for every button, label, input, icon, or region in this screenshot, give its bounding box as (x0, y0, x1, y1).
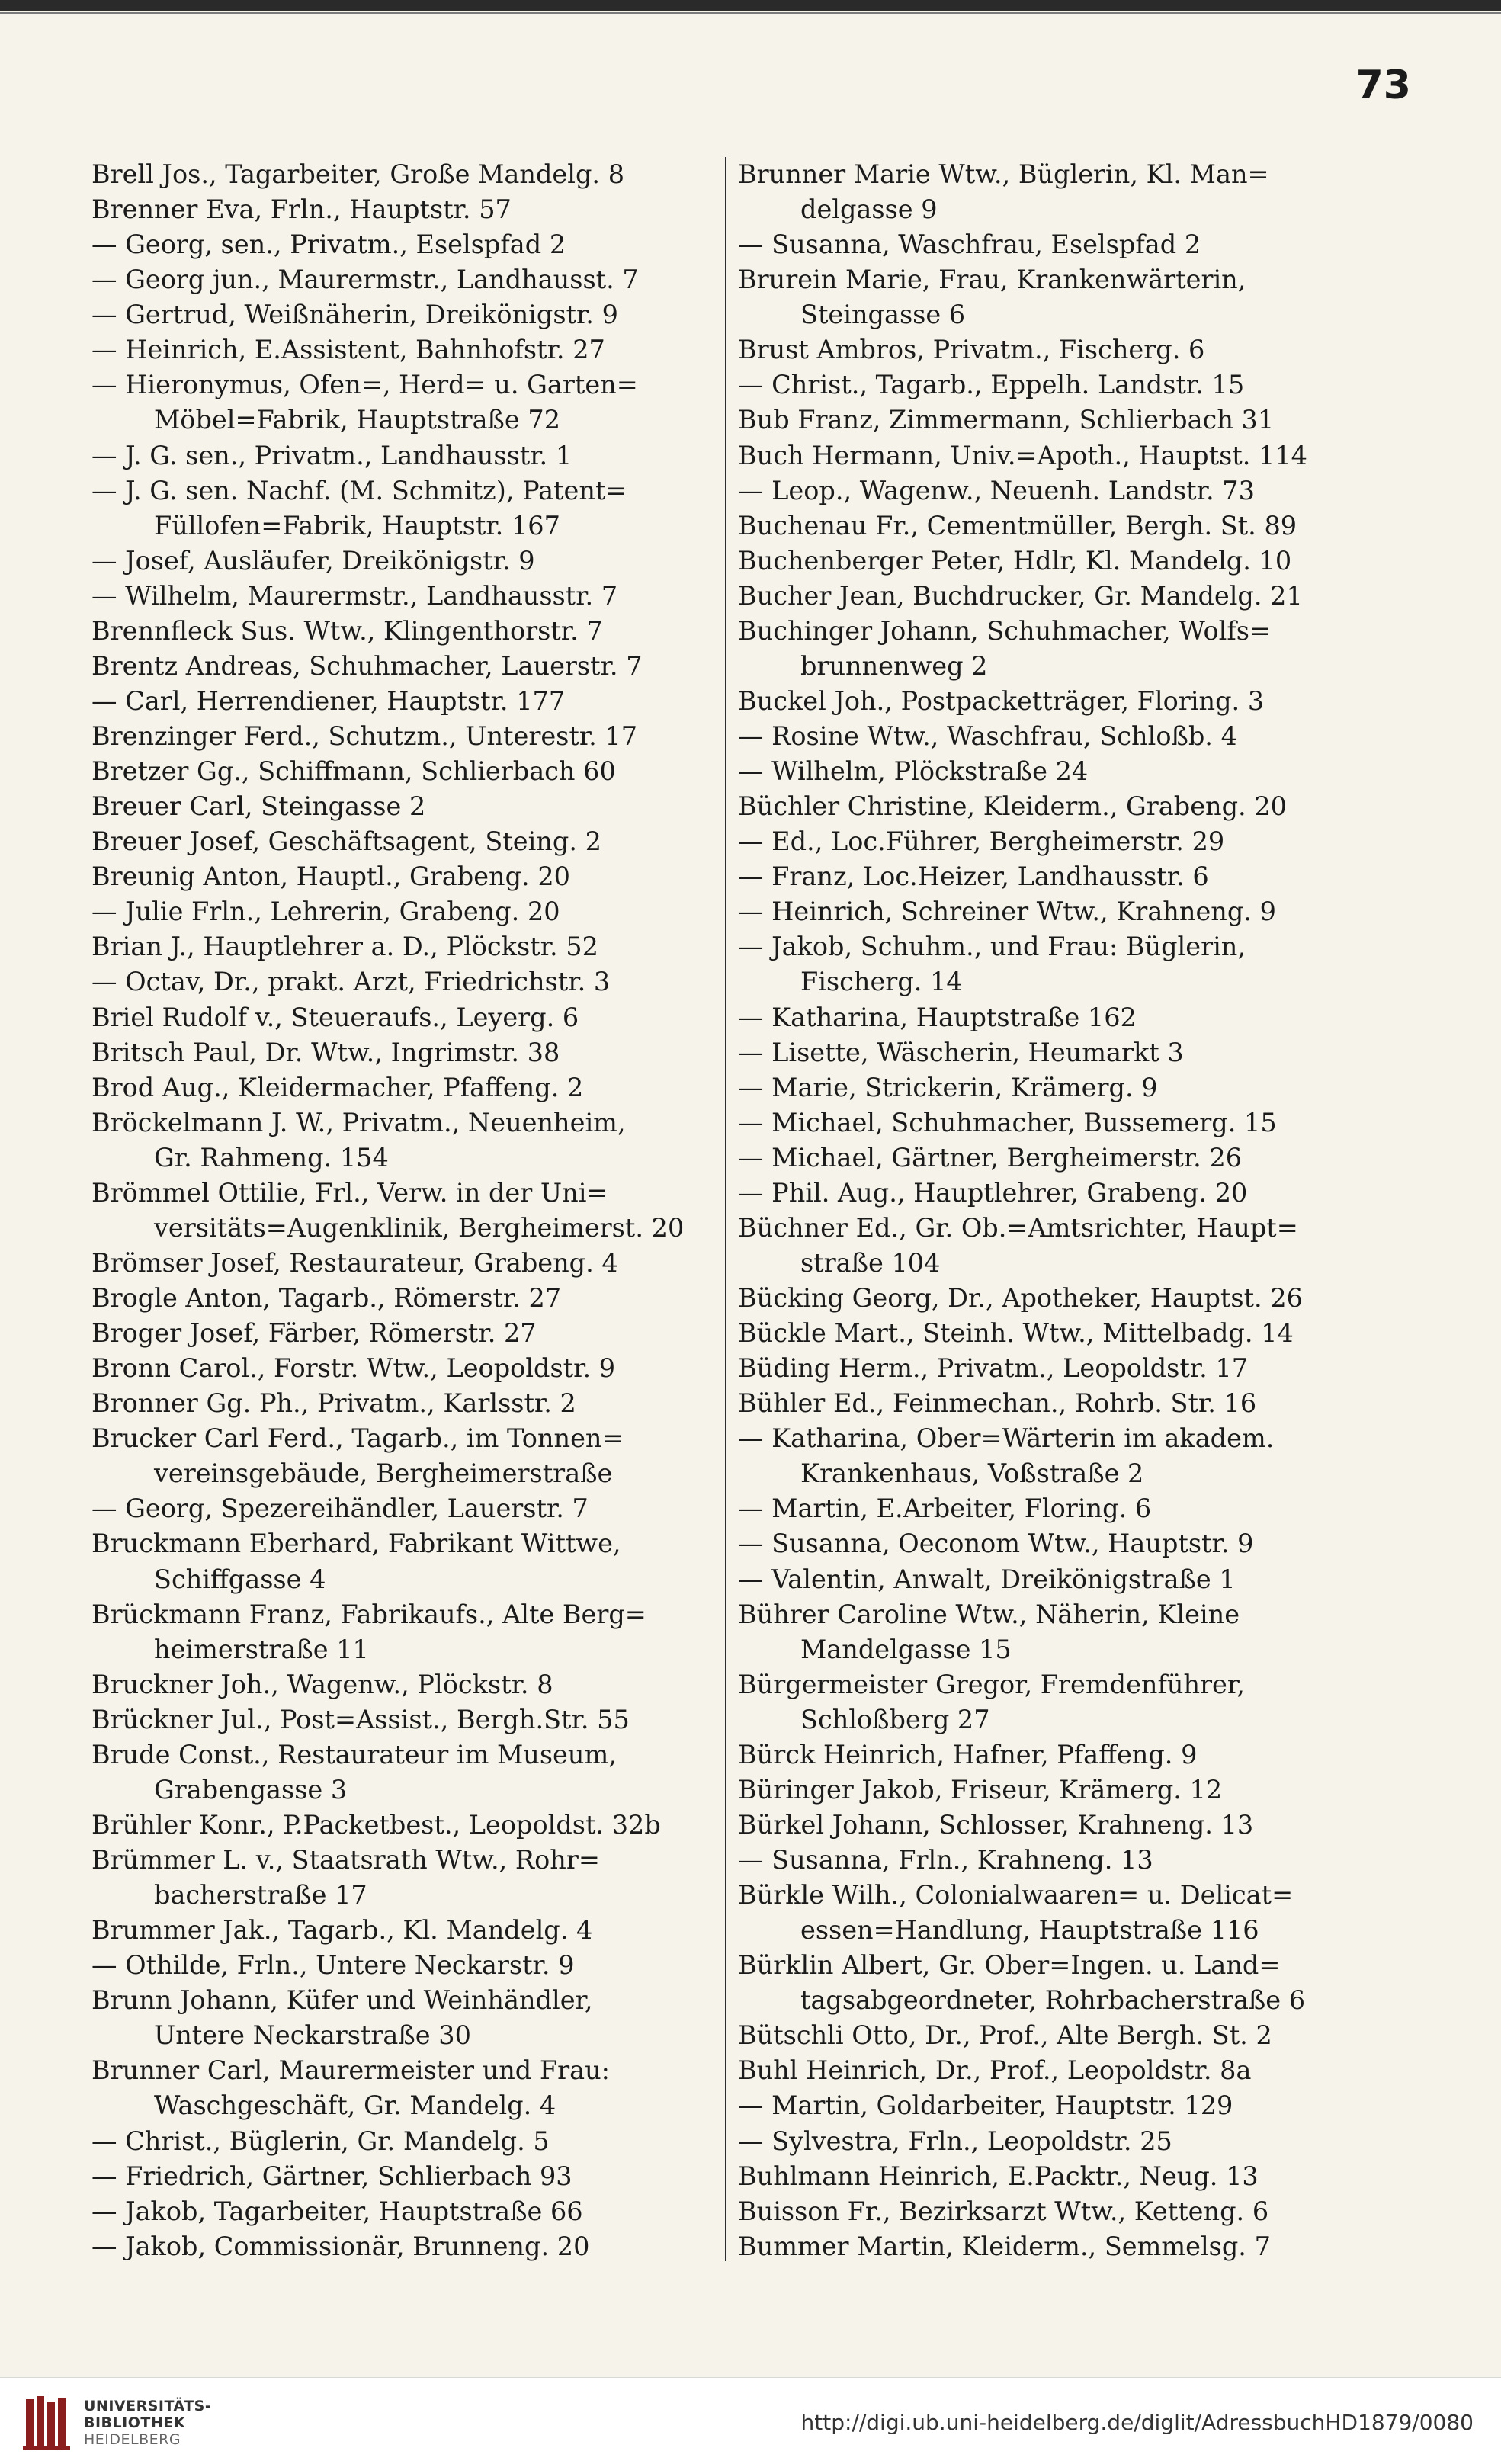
directory-entry-line: Brühler Konr., P.Packetbest., Leopoldst. 32b (91, 1809, 661, 1840)
directory-entry-line: essen=Handlung, Hauptstraße 116 (800, 1915, 1259, 1946)
directory-entry-line: — Jakob, Commissionär, Brunneng. 20 (91, 2231, 590, 2261)
directory-entry-line: — Gertrud, Weißnäherin, Dreikönigstr. 9 (91, 300, 618, 330)
top-edge-rule-thin (0, 12, 1501, 14)
directory-entry-line: — Valentin, Anwalt, Dreikönigstraße 1 (738, 1564, 1236, 1594)
library-name-line: HEIDELBERG (84, 2431, 181, 2448)
directory-entry-line: — J. G. sen. Nachf. (M. Schmitz), Patent= (91, 475, 627, 505)
directory-entry-line: Bucher Jean, Buchdrucker, Gr. Mandelg. 21 (738, 580, 1303, 611)
directory-entry-line: Fischerg. 14 (800, 967, 963, 997)
directory-entry-line: Breunig Anton, Hauptl., Grabeng. 20 (91, 861, 570, 892)
directory-entry-line: Brummer Jak., Tagarb., Kl. Mandelg. 4 (91, 1915, 593, 1946)
directory-entry-line: — Jakob, Schuhm., und Frau: Büglerin, (738, 932, 1246, 962)
directory-entry-line: heimerstraße 11 (154, 1634, 369, 1664)
directory-entry-line: — Jakob, Tagarbeiter, Hauptstraße 66 (91, 2196, 583, 2226)
directory-entry-line: Brenner Eva, Frln., Hauptstr. 57 (91, 194, 512, 225)
left-column (91, 159, 724, 2263)
directory-entry-line: Brückmann Franz, Fabrikaufs., Alte Berg= (91, 1599, 646, 1629)
directory-entry-line: Buch Hermann, Univ.=Apoth., Hauptst. 114 (738, 440, 1307, 470)
column-divider (725, 157, 726, 2261)
directory-entry-line: Krankenhaus, Voßstraße 2 (800, 1458, 1144, 1489)
directory-entry-line: Büchler Christine, Kleiderm., Grabeng. 20 (738, 791, 1287, 822)
directory-entry-line: — Leop., Wagenw., Neuenh. Landstr. 73 (738, 475, 1255, 505)
directory-entry-line: Bühler Ed., Feinmechan., Rohrb. Str. 16 (738, 1388, 1257, 1419)
directory-entry-line: tagsabgeordneter, Rohrbacherstraße 6 (800, 1985, 1306, 2016)
directory-entry-line: — Christ., Büglerin, Gr. Mandelg. 5 (91, 2126, 550, 2156)
directory-entry-line: — Wilhelm, Maurermstr., Landhausstr. 7 (91, 580, 618, 611)
directory-entry-line: — Katharina, Ober=Wärterin im akadem. (738, 1423, 1275, 1454)
directory-entry-line: — Katharina, Hauptstraße 162 (738, 1002, 1137, 1032)
directory-entry-line: Briel Rudolf v., Steueraufs., Leyerg. 6 (91, 1002, 579, 1032)
directory-entry-line: — Martin, Goldarbeiter, Hauptstr. 129 (738, 2090, 1233, 2121)
library-name-line: UNIVERSITÄTS- (84, 2398, 212, 2414)
directory-entry-line: — Sylvestra, Frln., Leopoldstr. 25 (738, 2126, 1172, 2156)
directory-entry-line: Brunner Carl, Maurermeister und Frau: (91, 2055, 610, 2086)
directory-entry-line: Brunner Marie Wtw., Büglerin, Kl. Man= (738, 159, 1269, 189)
library-name (84, 2398, 211, 2448)
directory-entry-line: — Georg jun., Maurermstr., Landhausst. 7 (91, 265, 639, 295)
directory-entry-line: Bub Franz, Zimmermann, Schlierbach 31 (738, 405, 1275, 435)
directory-entry-line: — Susanna, Waschfrau, Eselspfad 2 (738, 229, 1201, 260)
directory-entry-line: Buchenberger Peter, Hdlr, Kl. Mandelg. 10 (738, 545, 1292, 576)
directory-entry-line: Bürkel Johann, Schlosser, Krahneng. 13 (738, 1809, 1254, 1840)
directory-entry-line: Schiffgasse 4 (154, 1564, 326, 1594)
directory-entry-line: Brückner Jul., Post=Assist., Bergh.Str. 55 (91, 1704, 630, 1734)
directory-entry-line: straße 104 (800, 1247, 941, 1278)
directory-entry-line: Brenzinger Ferd., Schutzm., Unterestr. 17 (91, 721, 638, 751)
directory-entry-line: vereinsgebäude, Bergheimerstraße (154, 1458, 613, 1489)
directory-entry-line: Mandelgasse 15 (800, 1634, 1012, 1664)
directory-entry-line: Bröckelmann J. W., Privatm., Neuenheim, (91, 1107, 626, 1137)
directory-entry-line: Bronn Carol., Forstr. Wtw., Leopoldstr. 9 (91, 1353, 616, 1384)
directory-entry-line: Brurein Marie, Frau, Krankenwärterin, (738, 265, 1246, 295)
directory-entry-line: Brömmel Ottilie, Frl., Verw. in der Uni= (91, 1177, 608, 1208)
source-url[interactable]: http://digi.ub.uni-heidelberg.de/diglit/AdressbuchHD1879/0080 (800, 2410, 1474, 2435)
directory-entry-line: Waschgeschäft, Gr. Mandelg. 4 (154, 2090, 556, 2121)
top-edge-rule (0, 0, 1501, 11)
directory-entry-line: Buisson Fr., Bezirksarzt Wtw., Ketteng. 6 (738, 2196, 1269, 2226)
directory-entry-line: — Josef, Ausläufer, Dreikönigstr. 9 (91, 545, 535, 576)
directory-entry-line: — Martin, E.Arbeiter, Floring. 6 (738, 1493, 1152, 1524)
directory-entry-line: Büchner Ed., Gr. Ob.=Amtsrichter, Haupt= (738, 1212, 1298, 1243)
directory-entry-line: brunnenweg 2 (800, 650, 988, 681)
directory-entry-line: — Hieronymus, Ofen=, Herd= u. Garten= (91, 370, 638, 400)
directory-entry-line: Bürck Heinrich, Hafner, Pfaffeng. 9 (738, 1739, 1198, 1769)
directory-entry-line: Breuer Carl, Steingasse 2 (91, 791, 426, 822)
directory-entry-line: — Heinrich, E.Assistent, Bahnhofstr. 27 (91, 335, 605, 365)
library-name-line: BIBLIOTHEK (84, 2414, 185, 2431)
directory-entry-line: Bührer Caroline Wtw., Näherin, Kleine (738, 1599, 1240, 1629)
directory-entry-line: Brümmer L. v., Staatsrath Wtw., Rohr= (91, 1845, 600, 1875)
directory-entry-line: — Carl, Herrendiener, Hauptstr. 177 (91, 685, 566, 716)
directory-entry-line: — Rosine Wtw., Waschfrau, Schloßb. 4 (738, 721, 1237, 751)
library-logo-icon (23, 2395, 70, 2451)
directory-entry-line: Brell Jos., Tagarbeiter, Große Mandelg. 8 (91, 159, 625, 189)
directory-entry-line: Brentz Andreas, Schuhmacher, Lauerstr. 7 (91, 650, 643, 681)
directory-entry-line: Brod Aug., Kleidermacher, Pfaffeng. 2 (91, 1072, 584, 1102)
directory-entry-line: — Othilde, Frln., Untere Neckarstr. 9 (91, 1950, 575, 1981)
directory-entry-line: — Michael, Gärtner, Bergheimerstr. 26 (738, 1142, 1243, 1173)
directory-entry-line: Brust Ambros, Privatm., Fischerg. 6 (738, 335, 1205, 365)
directory-entry-line: Bürgermeister Gregor, Fremdenführer, (738, 1669, 1245, 1699)
directory-entry-line: Bürklin Albert, Gr. Ober=Ingen. u. Land= (738, 1950, 1281, 1981)
directory-entry-line: — J. G. sen., Privatm., Landhausstr. 1 (91, 440, 572, 470)
directory-entry-line: Bruckmann Eberhard, Fabrikant Wittwe, (91, 1529, 621, 1559)
directory-entry-line: Bretzer Gg., Schiffmann, Schlierbach 60 (91, 756, 616, 787)
directory-entry-line: delgasse 9 (800, 194, 938, 225)
right-column (738, 159, 1371, 2263)
directory-entry-line: Broger Josef, Färber, Römerstr. 27 (91, 1318, 537, 1349)
directory-entry-line: Buchenau Fr., Cementmüller, Bergh. St. 89 (738, 510, 1297, 541)
directory-entry-line: versitäts=Augenklinik, Bergheimerst. 20 (154, 1212, 685, 1243)
directory-entry-line: — Lisette, Wäscherin, Heumarkt 3 (738, 1037, 1184, 1067)
directory-entry-line: Möbel=Fabrik, Hauptstraße 72 (154, 405, 561, 435)
directory-entry-line: Gr. Rahmeng. 154 (154, 1142, 389, 1173)
directory-entry-line: Bütschli Otto, Dr., Prof., Alte Bergh. St. 2 (738, 2020, 1272, 2051)
directory-entry-line: Füllofen=Fabrik, Hauptstr. 167 (154, 510, 560, 541)
directory-entry-line: Britsch Paul, Dr. Wtw., Ingrimstr. 38 (91, 1037, 560, 1067)
directory-entry-line: Schloßberg 27 (800, 1704, 990, 1734)
page-number: 73 (1355, 63, 1411, 108)
directory-entry-line: Büding Herm., Privatm., Leopoldstr. 17 (738, 1353, 1249, 1384)
directory-entry-line: Büringer Jakob, Friseur, Krämerg. 12 (738, 1774, 1223, 1805)
directory-entry-line: Bürkle Wilh., Colonialwaaren= u. Delicat= (738, 1880, 1294, 1911)
directory-entry-line: Buchinger Johann, Schuhmacher, Wolfs= (738, 615, 1272, 646)
directory-entry-line: — Wilhelm, Plöckstraße 24 (738, 756, 1089, 787)
directory-entry-line: Untere Neckarstraße 30 (154, 2020, 471, 2051)
directory-entry-line: Grabengasse 3 (154, 1774, 348, 1805)
directory-entry-line: — Georg, sen., Privatm., Eselspfad 2 (91, 229, 566, 260)
directory-entry-line: Bücking Georg, Dr., Apotheker, Hauptst. 26 (738, 1283, 1303, 1313)
directory-entry-line: Buhl Heinrich, Dr., Prof., Leopoldstr. 8a (738, 2055, 1252, 2086)
directory-entry-line: Brunn Johann, Küfer und Weinhändler, (91, 1985, 593, 2016)
directory-entry-line: Bummer Martin, Kleiderm., Semmelsg. 7 (738, 2231, 1271, 2261)
directory-entry-line: — Octav, Dr., prakt. Arzt, Friedrichstr. 3 (91, 967, 611, 997)
directory-entry-line: — Susanna, Oeconom Wtw., Hauptstr. 9 (738, 1529, 1254, 1559)
directory-entry-line: Bückle Mart., Steinh. Wtw., Mittelbadg. 14 (738, 1318, 1294, 1349)
directory-entry-line: — Marie, Strickerin, Krämerg. 9 (738, 1072, 1158, 1102)
directory-entry-line: bacherstraße 17 (154, 1880, 367, 1911)
directory-entry-line: Brömser Josef, Restaurateur, Grabeng. 4 (91, 1247, 618, 1278)
directory-entry-line: Brennfleck Sus. Wtw., Klingenthorstr. 7 (91, 615, 603, 646)
directory-entry-line: — Phil. Aug., Hauptlehrer, Grabeng. 20 (738, 1177, 1248, 1208)
directory-entry-line: Brucker Carl Ferd., Tagarb., im Tonnen= (91, 1423, 624, 1454)
directory-entry-line: — Ed., Loc.Führer, Bergheimerstr. 29 (738, 826, 1225, 857)
directory-entry-line: Bronner Gg. Ph., Privatm., Karlsstr. 2 (91, 1388, 576, 1419)
directory-entry-line: — Georg, Spezereihändler, Lauerstr. 7 (91, 1493, 589, 1524)
directory-entry-line: Brude Const., Restaurateur im Museum, (91, 1739, 617, 1769)
directory-entry-line: Steingasse 6 (800, 300, 966, 330)
footer-bar (0, 2377, 1501, 2464)
directory-entry-line: — Christ., Tagarb., Eppelh. Landstr. 15 (738, 370, 1245, 400)
directory-entry-line: Brian J., Hauptlehrer a. D., Plöckstr. 52 (91, 932, 598, 962)
directory-entry-line: Buhlmann Heinrich, E.Packtr., Neug. 13 (738, 2161, 1259, 2191)
directory-entry-line: — Susanna, Frln., Krahneng. 13 (738, 1845, 1153, 1875)
directory-entry-line: — Michael, Schuhmacher, Bussemerg. 15 (738, 1107, 1277, 1137)
directory-entry-line: — Franz, Loc.Heizer, Landhausstr. 6 (738, 861, 1209, 892)
directory-entry-line: Bruckner Joh., Wagenw., Plöckstr. 8 (91, 1669, 553, 1699)
directory-entry-line: — Julie Frln., Lehrerin, Grabeng. 20 (91, 897, 560, 927)
directory-entry-line: — Heinrich, Schreiner Wtw., Krahneng. 9 (738, 897, 1276, 927)
directory-entry-line: Breuer Josef, Geschäftsagent, Steing. 2 (91, 826, 601, 857)
directory-entry-line: Buckel Joh., Postpacketträger, Floring. 3 (738, 685, 1265, 716)
directory-entry-line: Brogle Anton, Tagarb., Römerstr. 27 (91, 1283, 562, 1313)
directory-entry-line: — Friedrich, Gärtner, Schlierbach 93 (91, 2161, 572, 2191)
